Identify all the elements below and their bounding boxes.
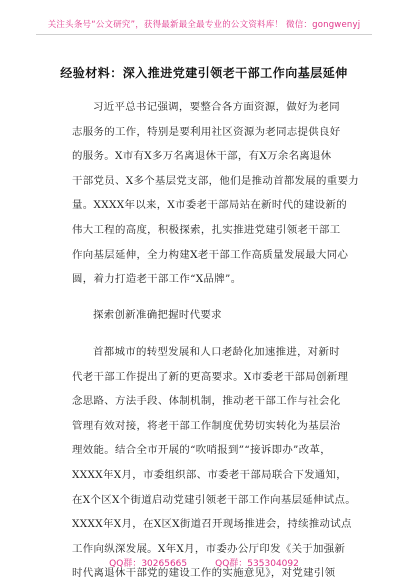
paragraph-line: 代老干部工作提出了新的更高要求。X市委老干部局创新理 bbox=[72, 370, 349, 383]
paragraph-line: 时代离退休干部党的建设工作的实施意见》，对党建引领 bbox=[72, 567, 336, 580]
paragraph-line: XXXX年X月，市委组织部、市委老干部局联合下发通知， bbox=[72, 468, 348, 481]
paragraph-line: 习近平总书记强调，要整合各方面资源，做好为老同 bbox=[93, 101, 341, 113]
page-title: 经验材料：深入推进党建引领老干部工作向基层延伸 bbox=[60, 66, 348, 80]
paragraph-intro bbox=[72, 95, 360, 292]
paragraph-line: 量。XXXX年以来，X市委老干部局站在新时代的建设新的 bbox=[72, 199, 348, 212]
header-divider bbox=[36, 34, 372, 35]
footer bbox=[0, 556, 408, 569]
paragraph-line: 作向基层延伸，全力构建X老干部工作高质量发展最大同心 bbox=[72, 248, 349, 261]
paragraph-line: 工作向纵深发展。X年X月，市委办公厅印发《关于加强新 bbox=[72, 542, 346, 555]
paragraph-line: 干部党员、X多个基层党支部，他们是推动首都发展的重要力 bbox=[72, 174, 360, 187]
paragraph-line: 伟大工程的高度，积极探索，扎实推进党建引领老干部工 bbox=[72, 223, 341, 236]
paragraph-line: XXXX年X月，在X区X街道召开现场推进会，持续推动试点 bbox=[72, 518, 352, 531]
footer-qq-group-1: QQ群：30265665 bbox=[109, 559, 188, 569]
paragraph-line: 圆，着力打造老干部工作“X品牌”。 bbox=[72, 273, 242, 286]
paragraph-line: 管理有效对接，将老干部工作制度优势切实转化为基层治 bbox=[72, 419, 341, 432]
paragraph-line: 首都城市的转型发展和人口老龄化加速推进，对新时 bbox=[93, 346, 341, 358]
paragraph-line: 在X个区X个街道启动党建引领老干部工作向基层延伸试点。 bbox=[72, 493, 357, 506]
header-banner: 关注头条号“公文研究”，获得最新最全最专业的公文资料库！ 微信：gongwenyj bbox=[47, 20, 361, 30]
paragraph-line: 念思路、方法手段、体制机制，推动老干部工作与社会化 bbox=[72, 395, 341, 408]
footer-qq-group-2: QQ群：535304092 bbox=[215, 559, 299, 569]
paragraph-section bbox=[72, 340, 357, 586]
paragraph-line: 志服务的工作，特别是要利用社区资源为老同志提供良好 bbox=[72, 125, 341, 138]
section-heading: 探索创新准确把握时代要求 bbox=[93, 309, 222, 321]
paragraph-line: 的服务。X市有X多万名离退休干部，有X万余名离退休 bbox=[72, 150, 332, 163]
paragraph-line: 理效能。结合全市开展的“吹哨报到”“接诉即办”改革， bbox=[72, 444, 331, 457]
